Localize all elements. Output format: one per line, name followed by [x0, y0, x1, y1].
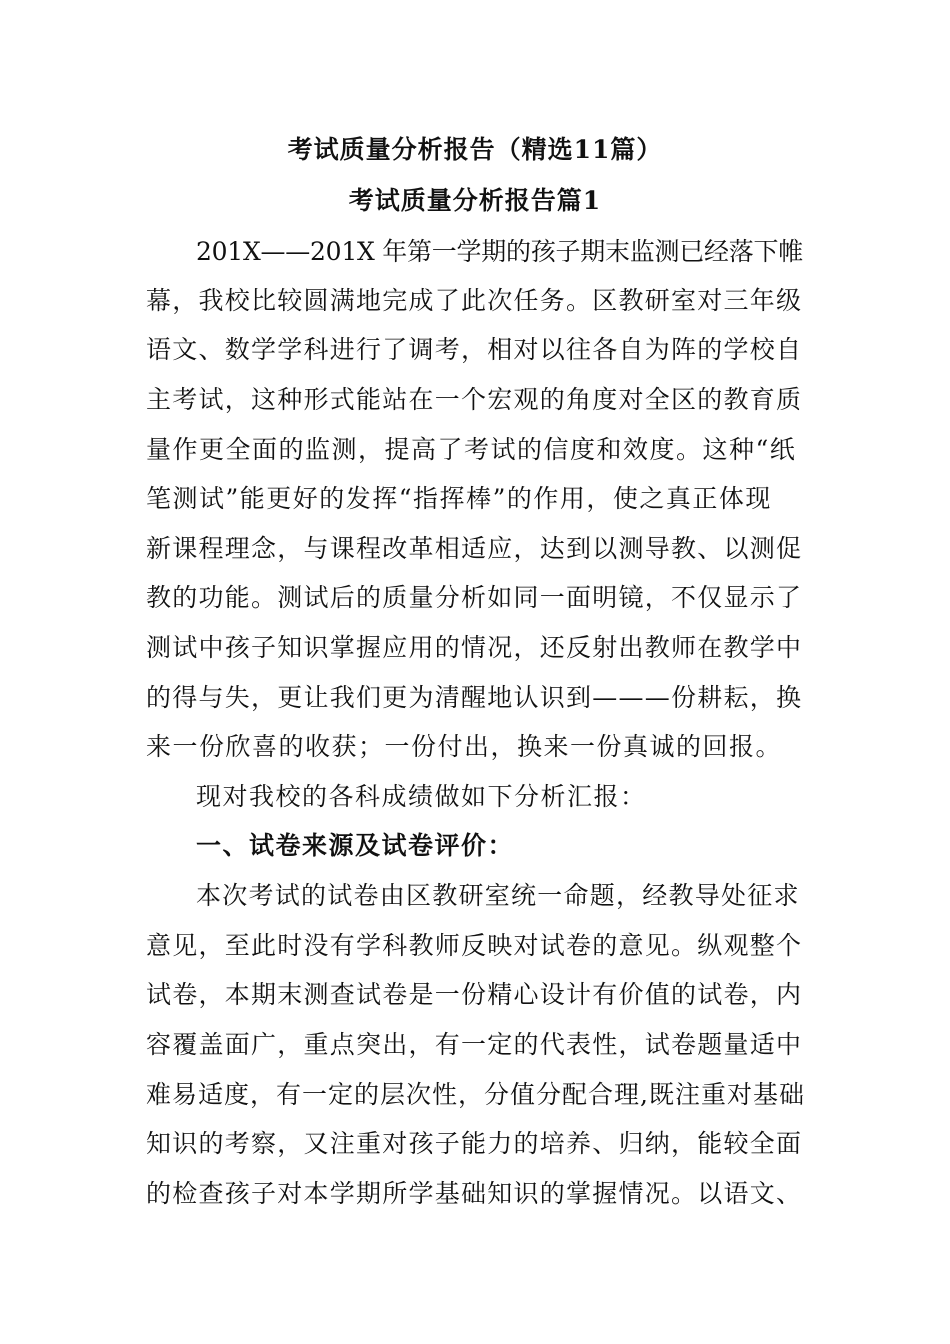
- paragraph-line: 的检查孩子对本学期所学基础知识的掌握情况。以语文、: [146, 1179, 803, 1208]
- paragraph-line: 主考试，这种形式能站在一个宏观的角度对全区的教育质: [146, 385, 803, 414]
- document-title: 考试质量分析报告（精选11篇）: [287, 135, 663, 164]
- paragraph-line: 意见，至此时没有学科教师反映对试卷的意见。纵观整个: [146, 931, 803, 960]
- paragraph-line: 量作更全面的监测，提高了考试的信度和效度。这种“纸: [146, 435, 797, 464]
- paragraph-2: 现对我校的各科成绩做如下分析汇报：: [196, 782, 647, 811]
- paragraph-line: 容覆盖面广，重点突出，有一定的代表性，试卷题量适中: [146, 1030, 803, 1059]
- paragraph-line: 难易适度，有一定的层次性，分值分配合理,既注重对基础: [146, 1080, 805, 1109]
- paragraph-line: 201X——201X 年第一学期的孩子期末监测已经落下帷: [196, 237, 803, 266]
- paragraph-line: 幕，我校比较圆满地完成了此次任务。区教研室对三年级: [146, 286, 803, 315]
- paragraph-line: 教的功能。测试后的质量分析如同一面明镜，不仅显示了: [146, 583, 803, 612]
- paragraph-line: 来一份欣喜的收获；一份付出，换来一份真诚的回报。: [146, 732, 783, 761]
- paragraph-line: 本次考试的试卷由区教研室统一命题，经教导处征求: [196, 881, 800, 910]
- paragraph-line: 新课程理念，与课程改革相适应，达到以测导教、以测促: [146, 534, 803, 563]
- paragraph-line: 笔测试”能更好的发挥“指挥棒”的作用，使之真正体现: [146, 484, 772, 513]
- paragraph-line: 测试中孩子知识掌握应用的情况，还反射出教师在教学中: [146, 633, 803, 662]
- document-subtitle: 考试质量分析报告篇1: [348, 186, 602, 215]
- paragraph-line: 语文、数学学科进行了调考，相对以往各自为阵的学校自: [146, 335, 803, 364]
- paragraph-line: 试卷，本期末测查试卷是一份精心设计有价值的试卷，内: [146, 980, 803, 1009]
- paragraph-line: 知识的考察，又注重对孩子能力的培养、归纳，能较全面: [146, 1129, 803, 1158]
- section-heading: 一、试卷来源及试卷评价：: [196, 831, 515, 860]
- paragraph-line: 的得与失，更让我们更为清醒地认识到———份耕耘，换: [146, 683, 803, 712]
